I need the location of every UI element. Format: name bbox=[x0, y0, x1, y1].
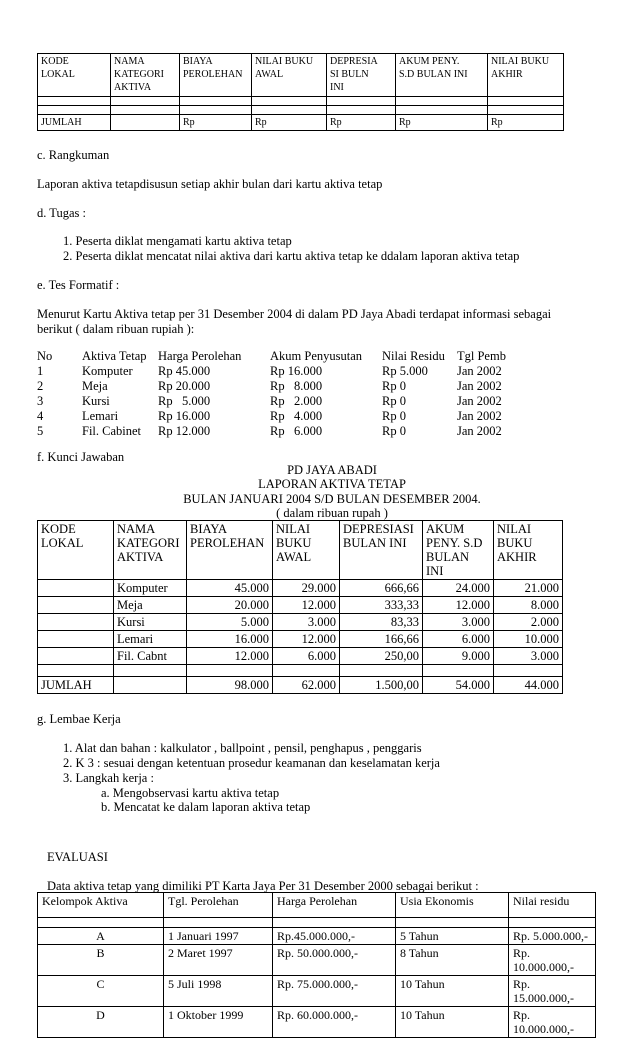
column-label: Akum Penyusutan bbox=[270, 349, 363, 363]
cell: 9.000 bbox=[423, 648, 494, 665]
total-cell: Rp bbox=[327, 115, 396, 131]
total-cell: 62.000 bbox=[273, 677, 340, 694]
cell: Rp 0 bbox=[382, 409, 406, 423]
section-e-text: Menurut Kartu Aktiva tetap per 31 Desember 2004 di dalam PD Jaya Abadi terdapat informasi sebagai bbox=[37, 307, 552, 321]
table-row bbox=[38, 614, 563, 631]
cell: 20.000 bbox=[187, 597, 273, 614]
cell: Jan 2002 bbox=[457, 394, 502, 408]
total-cell: 98.000 bbox=[187, 677, 273, 694]
cell: 10 Tahun bbox=[396, 1007, 509, 1038]
section-f-title: f. Kunci Jawaban bbox=[37, 450, 125, 464]
header-cell: DEPRESIASI BULAN INI bbox=[340, 521, 423, 580]
evaluation-table bbox=[37, 892, 596, 1038]
column-label: Aktiva Tetap bbox=[82, 349, 147, 363]
cell: Lemari bbox=[114, 631, 187, 648]
cell: Rp 8.000 bbox=[270, 379, 323, 393]
cell: 83,33 bbox=[340, 614, 423, 631]
header-cell: NILAI BUKU AKHIR bbox=[488, 54, 564, 97]
cell: 2 Maret 1997 bbox=[164, 945, 273, 976]
table-row bbox=[38, 1007, 596, 1038]
list-item bbox=[37, 364, 506, 379]
header-cell: NILAI BUKU AWAL bbox=[252, 54, 327, 97]
cell bbox=[114, 665, 187, 677]
header-cell: DEPRESIA SI BULN INI bbox=[327, 54, 396, 97]
list-item bbox=[37, 409, 506, 424]
total-cell: Rp bbox=[252, 115, 327, 131]
cell: 2 bbox=[37, 379, 44, 393]
header-cell: BIAYA PEROLEHAN bbox=[180, 54, 252, 97]
cell: 21.000 bbox=[494, 580, 563, 597]
cell: 24.000 bbox=[423, 580, 494, 597]
cell: 29.000 bbox=[273, 580, 340, 597]
column-label: Nilai Residu bbox=[382, 349, 445, 363]
cell: Komputer bbox=[114, 580, 187, 597]
header-cell: KODE LOKAL bbox=[38, 521, 114, 580]
header-cell: Harga Perolehan bbox=[273, 893, 396, 918]
cell: 6.000 bbox=[423, 631, 494, 648]
cell: Rp 4.000 bbox=[270, 409, 323, 423]
total-cell: 44.000 bbox=[494, 677, 563, 694]
cell bbox=[38, 597, 114, 614]
list-item: 2. K 3 : sesuai dengan ketentuan prosedur keamanan dan keselamatan kerja bbox=[63, 756, 440, 770]
cell: 6.000 bbox=[273, 648, 340, 665]
cell: Rp 5.000 bbox=[382, 364, 428, 378]
cell: 1 Januari 1997 bbox=[164, 928, 273, 945]
total-cell: Rp bbox=[488, 115, 564, 131]
section-c-text: Laporan aktiva tetapdisusun setiap akhir bulan dari kartu aktiva tetap bbox=[37, 177, 383, 191]
column-label: Tgl Pemb bbox=[457, 349, 506, 363]
cell: 5 Tahun bbox=[396, 928, 509, 945]
header-cell: AKUM PENY. S.D BULAN INI bbox=[396, 54, 488, 97]
cell: Rp 16.000 bbox=[270, 364, 323, 378]
cell: 5 Juli 1998 bbox=[164, 976, 273, 1007]
header-cell: NAMA KATEGORI AKTIVA bbox=[114, 521, 187, 580]
cell: Rp 0 bbox=[382, 379, 406, 393]
list-item: 2. Peserta diklat mencatat nilai aktiva dari kartu aktiva tetap ke ddalam laporan aktiva tetap bbox=[63, 249, 520, 263]
cell: Rp 2.000 bbox=[270, 394, 323, 408]
cell: Fil. Cabnt bbox=[114, 648, 187, 665]
table-row bbox=[38, 648, 563, 665]
cell bbox=[273, 918, 396, 928]
cell: 10.000 bbox=[494, 631, 563, 648]
cell: 5.000 bbox=[187, 614, 273, 631]
cell bbox=[38, 580, 114, 597]
cell: Rp. 10.000.000,- bbox=[509, 945, 596, 976]
header-cell: NILAI BUKU AWAL bbox=[273, 521, 340, 580]
cell: 12.000 bbox=[187, 648, 273, 665]
cell: 250,00 bbox=[340, 648, 423, 665]
total-row bbox=[38, 677, 563, 694]
cell: B bbox=[38, 945, 164, 976]
total-cell: JUMLAH bbox=[38, 115, 111, 131]
total-cell: Rp bbox=[396, 115, 488, 131]
cell bbox=[38, 918, 164, 928]
cell: 3.000 bbox=[423, 614, 494, 631]
list-item bbox=[37, 394, 506, 409]
cell: Rp. 60.000.000,- bbox=[273, 1007, 396, 1038]
asset-list bbox=[37, 349, 506, 439]
cell: 1 Oktober 1999 bbox=[164, 1007, 273, 1038]
blank-report-table bbox=[37, 53, 564, 131]
cell: 666,66 bbox=[340, 580, 423, 597]
table-row bbox=[38, 97, 564, 106]
cell: Rp. 10.000.000,- bbox=[509, 1007, 596, 1038]
list-header bbox=[37, 349, 506, 364]
cell: 12.000 bbox=[273, 597, 340, 614]
cell bbox=[273, 665, 340, 677]
list-item bbox=[37, 379, 506, 394]
cell: Meja bbox=[114, 597, 187, 614]
header-cell: Tgl. Perolehan bbox=[164, 893, 273, 918]
table-row bbox=[38, 631, 563, 648]
table-row bbox=[38, 597, 563, 614]
cell: Meja bbox=[82, 379, 108, 393]
cell: 45.000 bbox=[187, 580, 273, 597]
cell: Rp. 75.000.000,- bbox=[273, 976, 396, 1007]
total-cell bbox=[111, 115, 180, 131]
cell: Rp. 15.000.000,- bbox=[509, 976, 596, 1007]
cell bbox=[38, 631, 114, 648]
cell bbox=[423, 665, 494, 677]
cell: Rp. 50.000.000,- bbox=[273, 945, 396, 976]
cell: Rp. 5.000.000,- bbox=[509, 928, 596, 945]
evaluasi-title: EVALUASI bbox=[47, 850, 108, 864]
cell: A bbox=[38, 928, 164, 945]
table-row bbox=[38, 665, 563, 677]
cell: Rp 6.000 bbox=[270, 424, 323, 438]
cell: Fil. Cabinet bbox=[82, 424, 142, 438]
cell: Lemari bbox=[82, 409, 119, 423]
header-cell: Nilai residu bbox=[509, 893, 596, 918]
header-cell: NAMA KATEGORI AKTIVA bbox=[111, 54, 180, 97]
cell: 8.000 bbox=[494, 597, 563, 614]
list-item: 3. Langkah kerja : bbox=[63, 771, 154, 785]
header-cell: NILAI BUKU AKHIR bbox=[494, 521, 563, 580]
section-g-title: g. Lembae Kerja bbox=[37, 712, 121, 726]
report-period: BULAN JANUARI 2004 S/D BULAN DESEMBER 2004. bbox=[183, 492, 481, 506]
cell: Komputer bbox=[82, 364, 133, 378]
list-item bbox=[37, 424, 506, 439]
cell: 333,33 bbox=[340, 597, 423, 614]
table-row bbox=[38, 928, 596, 945]
cell: Jan 2002 bbox=[457, 379, 502, 393]
cell: Jan 2002 bbox=[457, 364, 502, 378]
cell bbox=[38, 665, 114, 677]
cell bbox=[494, 665, 563, 677]
cell: 12.000 bbox=[423, 597, 494, 614]
cell: 12.000 bbox=[273, 631, 340, 648]
cell: 16.000 bbox=[187, 631, 273, 648]
cell: 1 bbox=[37, 364, 44, 378]
cell: Rp 0 bbox=[382, 394, 406, 408]
cell bbox=[187, 665, 273, 677]
cell: Rp 12.000 bbox=[158, 424, 211, 438]
table-row bbox=[38, 918, 596, 928]
cell: Jan 2002 bbox=[457, 409, 502, 423]
section-e-title: e. Tes Formatif : bbox=[37, 278, 120, 292]
list-item: 1. Peserta diklat mengamati kartu aktiva tetap bbox=[63, 234, 292, 248]
cell: Rp 45.000 bbox=[158, 364, 211, 378]
cell: C bbox=[38, 976, 164, 1007]
sub-list-item: b. Mencatat ke dalam laporan aktiva tetap bbox=[101, 800, 311, 814]
header-cell: BIAYA PEROLEHAN bbox=[187, 521, 273, 580]
section-c-title: c. Rangkuman bbox=[37, 148, 110, 162]
cell: 3.000 bbox=[494, 648, 563, 665]
column-label: No bbox=[37, 349, 53, 363]
cell: Kursi bbox=[82, 394, 110, 408]
cell bbox=[509, 918, 596, 928]
total-row bbox=[38, 115, 564, 131]
cell: 10 Tahun bbox=[396, 976, 509, 1007]
cell bbox=[396, 918, 509, 928]
cell: Rp.45.000.000,- bbox=[273, 928, 396, 945]
table-row bbox=[38, 580, 563, 597]
total-cell: Rp bbox=[180, 115, 252, 131]
report-company: PD JAYA ABADI bbox=[287, 463, 377, 477]
cell: Rp 5.000 bbox=[158, 394, 211, 408]
cell: Rp 16.000 bbox=[158, 409, 211, 423]
report-table bbox=[37, 520, 563, 694]
cell: 2.000 bbox=[494, 614, 563, 631]
cell: Rp 20.000 bbox=[158, 379, 211, 393]
cell bbox=[164, 918, 273, 928]
total-cell: JUMLAH bbox=[38, 677, 114, 694]
header-cell: AKUM PENY. S.D BULAN INI bbox=[423, 521, 494, 580]
report-unit: ( dalam ribuan rupah ) bbox=[276, 506, 388, 520]
cell bbox=[38, 614, 114, 631]
table-row bbox=[38, 945, 596, 976]
cell: 5 bbox=[37, 424, 44, 438]
table-row bbox=[38, 976, 596, 1007]
table-header-row bbox=[38, 54, 564, 97]
header-cell: Kelompok Aktiva bbox=[38, 893, 164, 918]
section-e-text: berikut ( dalam ribuan rupiah ): bbox=[37, 322, 195, 336]
sub-list-item: a. Mengobservasi kartu aktiva tetap bbox=[101, 786, 280, 800]
cell: Kursi bbox=[114, 614, 187, 631]
cell: D bbox=[38, 1007, 164, 1038]
cell: 4 bbox=[37, 409, 44, 423]
cell: 166,66 bbox=[340, 631, 423, 648]
cell bbox=[38, 648, 114, 665]
list-item: 1. Alat dan bahan : kalkulator , ballpoint , pensil, penghapus , penggaris bbox=[63, 741, 422, 755]
header-cell: Usia Ekonomis bbox=[396, 893, 509, 918]
evaluasi-text: Data aktiva tetap yang dimiliki PT Karta Jaya Per 31 Desember 2000 sebagai berikut : bbox=[47, 879, 479, 893]
total-cell bbox=[114, 677, 187, 694]
cell: 3 bbox=[37, 394, 44, 408]
table-header-row bbox=[38, 893, 596, 918]
table-header-row bbox=[38, 521, 563, 580]
cell bbox=[340, 665, 423, 677]
header-cell: KODE LOKAL bbox=[38, 54, 111, 97]
cell: Rp 0 bbox=[382, 424, 406, 438]
column-label: Harga Perolehan bbox=[158, 349, 242, 363]
report-title: LAPORAN AKTIVA TETAP bbox=[258, 477, 406, 491]
table-row bbox=[38, 106, 564, 115]
cell: 3.000 bbox=[273, 614, 340, 631]
cell: Jan 2002 bbox=[457, 424, 502, 438]
cell: 8 Tahun bbox=[396, 945, 509, 976]
total-cell: 54.000 bbox=[423, 677, 494, 694]
section-d-title: d. Tugas : bbox=[37, 206, 86, 220]
total-cell: 1.500,00 bbox=[340, 677, 423, 694]
